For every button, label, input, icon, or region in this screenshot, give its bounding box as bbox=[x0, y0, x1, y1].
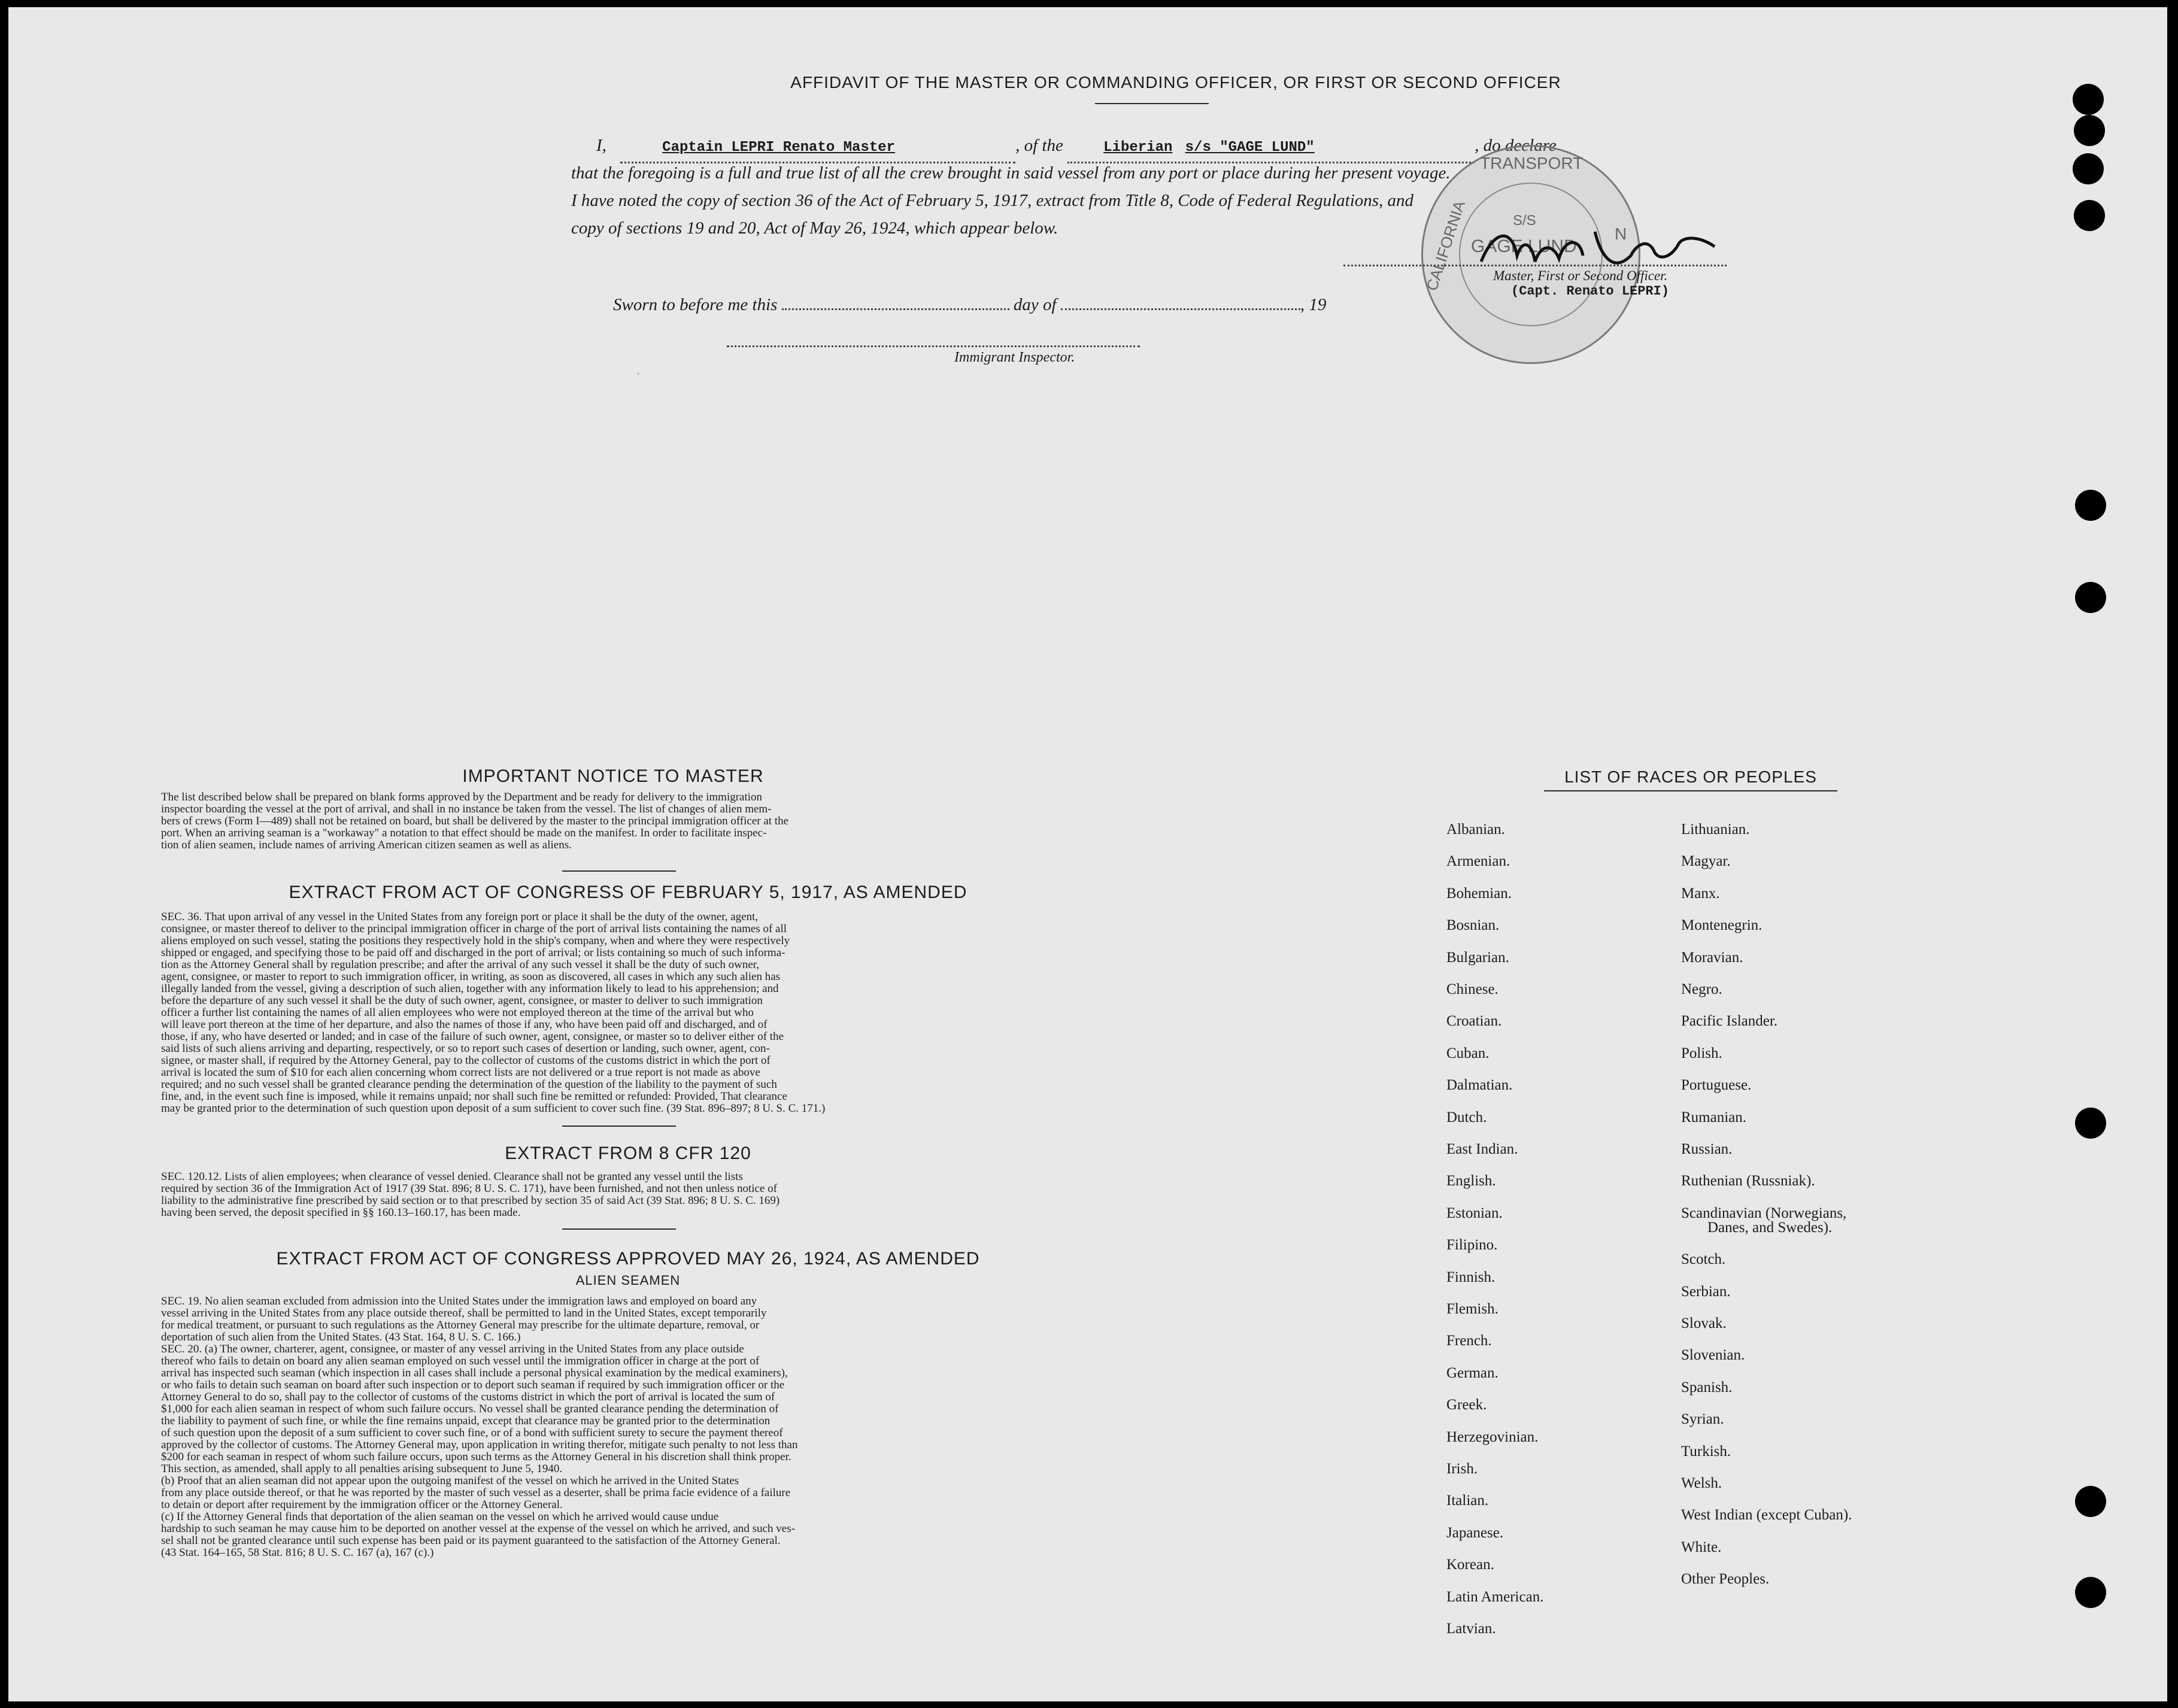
master-label: Master, First or Second Officer. bbox=[1493, 268, 1668, 283]
extract-line: the liability to payment of such fine, or while the fine remains unpaid, except that clearance may be granted prior to the determination bbox=[161, 1415, 771, 1427]
race-item: Italian. bbox=[1446, 1492, 1489, 1509]
race-item: Welsh. bbox=[1681, 1475, 1722, 1492]
notice-line: inspector boarding the vessel at the port of arrival, and shall in no instance be taken from the vessel. The list of changes of alien mem- bbox=[161, 803, 772, 815]
race-item: German. bbox=[1446, 1364, 1498, 1381]
stamp-top-text: TRANSPORT bbox=[1480, 154, 1584, 172]
race-item: Danes, and Swedes). bbox=[1707, 1219, 1833, 1236]
races-rule bbox=[1544, 790, 1837, 791]
sworn-prefix: Sworn to before me this bbox=[613, 295, 778, 314]
race-item: Turkish. bbox=[1681, 1443, 1731, 1460]
master-typed-name: (Capt. Renato LEPRI) bbox=[1511, 284, 1670, 299]
race-item: Rumanian. bbox=[1681, 1109, 1747, 1125]
race-item: Flemish. bbox=[1446, 1301, 1498, 1317]
inspector-line bbox=[727, 345, 1140, 347]
extract-line: officer a further list containing the names of all alien employees who were not employed thereon at the time of the arrival but who bbox=[161, 1006, 754, 1019]
extract-line: before the departure of any such vessel it shall be the duty of such owner, agent, consignee, or master to deliver to such immigration bbox=[161, 994, 763, 1007]
extract-line: arrival is located the sum of $10 for each alien concerning whom correct lists are not delivered or a true report is not made as above bbox=[161, 1066, 760, 1079]
punch-hole bbox=[2075, 490, 2106, 521]
punch-hole bbox=[2075, 1577, 2106, 1608]
race-item: Greek. bbox=[1446, 1397, 1487, 1413]
extract-line: hardship to such seaman he may cause him to be deported on another vessel at the expense of the vessel on which he arrived, and such ves- bbox=[161, 1522, 795, 1535]
race-item: Albanian. bbox=[1446, 821, 1505, 838]
extract-line: shipped or engaged, and specifying those to be paid off and discharged in the port of arrival; or lists containing so much of such informa- bbox=[161, 946, 785, 959]
race-item: Latvian. bbox=[1446, 1621, 1496, 1637]
race-item: Lithuanian. bbox=[1681, 821, 1750, 838]
race-item: Herzegovinian. bbox=[1446, 1428, 1539, 1445]
race-item: Dutch. bbox=[1446, 1109, 1487, 1125]
race-item: Japanese. bbox=[1446, 1524, 1504, 1541]
extract-line: approved by the collector of customs. The Attorney General may, upon application in writing therefor, mitigate such penalty to not less than bbox=[161, 1439, 798, 1451]
inspector-label: Immigrant Inspector. bbox=[954, 350, 1075, 365]
race-item: Serbian. bbox=[1681, 1283, 1731, 1300]
punch-hole bbox=[2075, 582, 2106, 613]
race-item: Latin American. bbox=[1446, 1588, 1544, 1605]
extract-line: said lists of such aliens arriving and departing, respectively, or so to report such cases of desertion or landing, such owner, agent, con- bbox=[161, 1042, 770, 1055]
stamp-left-text: CALIFORNIA bbox=[1422, 198, 1469, 293]
race-item: Other Peoples. bbox=[1681, 1571, 1770, 1588]
race-item: Dalmatian. bbox=[1446, 1077, 1513, 1094]
extract-line: thereof who fails to detain on board any alien seaman employed on such vessel until the immigration officer in charge at the port of bbox=[161, 1355, 760, 1367]
alien-seamen-subheading: ALIEN SEAMEN bbox=[575, 1273, 681, 1288]
extract-line: from any place outside thereof, or that he was reported by the master of such vessel as a deserter, shall be prima facie evidence of a failure bbox=[161, 1486, 791, 1499]
extract-line: fine, and, in the event such fine is imposed, while it remains unpaid; nor shall such fine be remitted or refunded: Provided, That clearance bbox=[161, 1090, 787, 1103]
extract-1924-heading: EXTRACT FROM ACT OF CONGRESS APPROVED MAY 26, 1924, AS AMENDED bbox=[276, 1249, 980, 1269]
section-rule bbox=[562, 1228, 676, 1230]
races-heading: LIST OF RACES OR PEOPLES bbox=[1564, 767, 1817, 786]
race-item: West Indian (except Cuban). bbox=[1681, 1507, 1852, 1524]
affidavit-prefix: I, bbox=[596, 136, 606, 155]
race-item: Negro. bbox=[1681, 981, 1722, 997]
extract-line: (b) Proof that an alien seaman did not appear upon the outgoing manifest of the vessel on which he arrived in the United States bbox=[161, 1475, 739, 1487]
extract-1917-text bbox=[161, 911, 1095, 1115]
race-item: French. bbox=[1446, 1333, 1492, 1349]
extract-line: (43 Stat. 164–165, 58 Stat. 816; 8 U. S. C. 167 (a), 167 (c).) bbox=[161, 1546, 434, 1559]
race-item: Bohemian. bbox=[1446, 885, 1512, 902]
race-item: Bulgarian. bbox=[1446, 949, 1509, 966]
extract-line: liability to the administrative fine prescribed by said section or to that prescribed by section 35 of said Act (39 Stat. 896; 8 U. S. C. 169) bbox=[161, 1194, 780, 1207]
extract-line: having been served, the deposit specified in §§ 160.13–160.17, has been made. bbox=[161, 1206, 521, 1219]
punch-hole bbox=[2073, 84, 2104, 115]
affidavit-line-2: that the foregoing is a full and true list of all the crew brought in said vessel from any port or place during her present voyage. bbox=[571, 163, 1451, 183]
extract-line: SEC. 120.12. Lists of alien employees; when clearance of vessel denied. Clearance shall not be granted any vessel until the lists bbox=[161, 1170, 743, 1183]
extract-line: $200 for each seaman in respect of whom such failure occurs, upon such terms as the Attorney General in his discretion shall think proper. bbox=[161, 1451, 791, 1463]
punch-hole bbox=[2074, 200, 2105, 231]
stamp-center-1: S/S bbox=[1513, 213, 1536, 229]
extract-line: tion as the Attorney General shall by regulation prescribe; and after the arrival of any such vessel it shall be the duty of such owner, bbox=[161, 958, 760, 971]
vessel-name-value: s/s "GAGE LUND" bbox=[1185, 139, 1315, 156]
extract-line: (c) If the Attorney General finds that deportation of the alien seaman on the vessel on which he arrived would cause undue bbox=[161, 1510, 719, 1523]
race-item: Filipino. bbox=[1446, 1237, 1498, 1254]
stamp-right-text: N bbox=[1615, 225, 1627, 243]
title-rule bbox=[1095, 103, 1209, 104]
punch-hole bbox=[2074, 115, 2105, 146]
notice-line: port. When an arriving seaman is a "workaway" a notation to that effect should be made on the manifest. In order to facilitate inspec- bbox=[161, 827, 767, 839]
race-item: Ruthenian (Russniak). bbox=[1681, 1173, 1815, 1190]
sworn-day-field bbox=[782, 308, 1009, 310]
affidavit-declare: , do declare bbox=[1475, 136, 1557, 155]
race-item: Cuban. bbox=[1446, 1045, 1490, 1061]
extract-line: those, if any, who have deserted or landed; and in case of the failure of such owner, agent, consignee, or master so to deliver either of the bbox=[161, 1030, 784, 1043]
bleed-mark: · bbox=[634, 366, 643, 383]
master-name-value: Captain LEPRI Renato Master bbox=[662, 139, 896, 156]
extract-cfr-heading: EXTRACT FROM 8 CFR 120 bbox=[505, 1143, 751, 1163]
document-page bbox=[8, 7, 2167, 1701]
extract-line: SEC. 36. That upon arrival of any vessel in the United States from any foreign port or place it shall be the duty of the owner, agent, bbox=[161, 911, 759, 923]
extract-line: for medical treatment, or pursuant to such regulations as the Attorney General may prescribe for the ultimate departure, removal, or bbox=[161, 1319, 760, 1331]
extract-line: SEC. 20. (a) The owner, charterer, agent, consignee, or master of any vessel arriving in the United States from any place outside bbox=[161, 1343, 744, 1355]
race-item: Armenian. bbox=[1446, 853, 1510, 870]
race-item: Finnish. bbox=[1446, 1269, 1496, 1285]
extract-line: illegally landed from the vessel, giving a description of such alien, together with any information likely to lead to his apprehension; and bbox=[161, 982, 779, 995]
notice-heading: IMPORTANT NOTICE TO MASTER bbox=[462, 766, 764, 786]
race-item: Bosnian. bbox=[1446, 917, 1500, 934]
extract-1924-text bbox=[161, 1296, 1095, 1559]
section-rule bbox=[562, 1125, 676, 1127]
race-item: Scandinavian (Norwegians, bbox=[1681, 1205, 1847, 1221]
notice-line: bers of crews (Form I—489) shall not be retained on board, but shall be delivered by the master to the principal immigration officer at the bbox=[161, 815, 789, 827]
extract-1917-heading: EXTRACT FROM ACT OF CONGRESS OF FEBRUARY 5, 1917, AS AMENDED bbox=[289, 882, 967, 902]
race-item: Estonian. bbox=[1446, 1205, 1503, 1221]
extract-line: signee, or master shall, if required by the Attorney General, pay to the collector of customs of the customs district in which the port of bbox=[161, 1054, 771, 1067]
race-item: Magyar. bbox=[1681, 853, 1731, 870]
extract-line: aliens employed on such vessel, stating the positions they respectively hold in the ship's company, when and where they were respectively bbox=[161, 935, 790, 947]
sworn-line bbox=[613, 291, 1451, 318]
extract-line: $1,000 for each alien seaman in respect of whom such failure occurs. No vessel shall be granted clearance pending the determination of bbox=[161, 1403, 779, 1415]
signature-line bbox=[1343, 265, 1727, 266]
race-item: Irish. bbox=[1446, 1461, 1478, 1477]
race-item: Polish. bbox=[1681, 1045, 1722, 1061]
extract-line: vessel arriving in the United States from any place outside thereof, shall be permitted to land in the United States, except temporarily bbox=[161, 1307, 767, 1319]
extract-cfr-text bbox=[161, 1171, 1095, 1219]
race-item: Slovak. bbox=[1681, 1315, 1727, 1332]
race-item: Croatian. bbox=[1446, 1013, 1502, 1030]
race-item: Slovenian. bbox=[1681, 1347, 1745, 1364]
extract-line: of such question upon the deposit of a sum sufficient to cover such fine, or of a bond with sufficient surety to secure the payment thereof bbox=[161, 1427, 783, 1439]
race-item: Syrian. bbox=[1681, 1411, 1724, 1428]
vessel-flag-value: Liberian bbox=[1103, 139, 1173, 156]
extract-line: required; and no such vessel shall be granted clearance pending the determination of the question of the liability to the payment of such bbox=[161, 1078, 777, 1091]
stamp-center-2: GAGE LUND bbox=[1471, 236, 1577, 256]
punch-hole bbox=[2075, 1486, 2106, 1517]
extract-line: This section, as amended, shall apply to all penalties arising subsequent to June 5, 1940. bbox=[161, 1463, 563, 1475]
affidavit-of-the: , of the bbox=[1015, 136, 1063, 155]
race-item: Montenegrin. bbox=[1681, 917, 1763, 934]
extract-line: required by section 36 of the Immigration Act of 1917 (39 Stat. 896; 8 U. S. C. 171), have been furnished, and not then unless notice of bbox=[161, 1182, 777, 1195]
extract-line: agent, consignee, or master to report to such immigration officer, in writing, as soon as discovered, all cases in which any such alien has bbox=[161, 970, 781, 983]
race-item: Scotch. bbox=[1681, 1251, 1726, 1268]
race-item: Russian. bbox=[1681, 1141, 1733, 1157]
section-rule bbox=[562, 870, 676, 872]
punch-hole bbox=[2075, 1108, 2106, 1139]
extract-line: or who fails to detain such seaman on board after such inspection or to deport such seaman if required by such immigration officer or the bbox=[161, 1379, 785, 1391]
extract-line: to detain or deport after requirement by the immigration officer or the Attorney General. bbox=[161, 1498, 563, 1511]
extract-line: arrival has inspected such seaman (which inspection in all cases shall include a personal physical examination by the medical examiners), bbox=[161, 1367, 788, 1379]
notice-line: tion of alien seamen, include names of arriving American citizen seamen as well as aliens. bbox=[161, 839, 572, 851]
extract-line: Attorney General to do so, shall pay to the collector of customs of the customs district in which the port of arrival is located the sum of bbox=[161, 1391, 775, 1403]
extract-line: sel shall not be granted clearance until such expense has been paid or its payment guaranteed to the satisfaction of the Attorney General. bbox=[161, 1534, 781, 1547]
extract-line: deportation of such alien from the United States. (43 Stat. 164, 8 U. S. C. 166.) bbox=[161, 1331, 521, 1343]
race-item: Manx. bbox=[1681, 885, 1720, 902]
extract-line: will leave port thereon at the time of her departure, and also the names of those if any, who have been paid off and discharged, and of bbox=[161, 1018, 768, 1031]
race-item: East Indian. bbox=[1446, 1141, 1518, 1157]
affidavit-line-4: copy of sections 19 and 20, Act of May 26, 1924, which appear below. bbox=[571, 219, 1058, 238]
race-item: Chinese. bbox=[1446, 981, 1498, 997]
race-item: Korean. bbox=[1446, 1557, 1494, 1573]
extract-line: may be granted prior to the determination of such question upon deposit of a sum sufficient to cover such fine. (39 Stat. 896–897; 8 U. S. C. 171.) bbox=[161, 1102, 826, 1115]
notice-text bbox=[161, 791, 1095, 851]
punch-hole bbox=[2073, 153, 2104, 184]
race-item: English. bbox=[1446, 1173, 1496, 1190]
race-item: Pacific Islander. bbox=[1681, 1013, 1778, 1030]
affidavit-title: AFFIDAVIT OF THE MASTER OR COMMANDING OFFICER, OR FIRST OR SECOND OFFICER bbox=[790, 73, 1561, 92]
sworn-month-field bbox=[1061, 308, 1300, 310]
race-item: Portuguese. bbox=[1681, 1077, 1752, 1094]
affidavit-line-3: I have noted the copy of section 36 of the Act of February 5, 1917, extract from Title 8, Code of Federal Regulations, and bbox=[571, 191, 1414, 210]
extract-line: SEC. 19. No alien seaman excluded from admission into the United States under the immigration laws and employed on board any bbox=[161, 1295, 757, 1307]
sworn-day-label: day of bbox=[1013, 295, 1057, 314]
race-item: Moravian. bbox=[1681, 949, 1743, 966]
extract-line: consignee, or master thereof to deliver to the principal immigration officer in charge of the port of arrival lists containing the names of all bbox=[161, 923, 787, 935]
race-item: Spanish. bbox=[1681, 1379, 1733, 1395]
notice-line: The list described below shall be prepared on blank forms approved by the Department and be ready for delivery to the immigration bbox=[161, 791, 763, 803]
race-item: White. bbox=[1681, 1539, 1722, 1555]
sworn-year-label: , 19 bbox=[1300, 295, 1327, 314]
